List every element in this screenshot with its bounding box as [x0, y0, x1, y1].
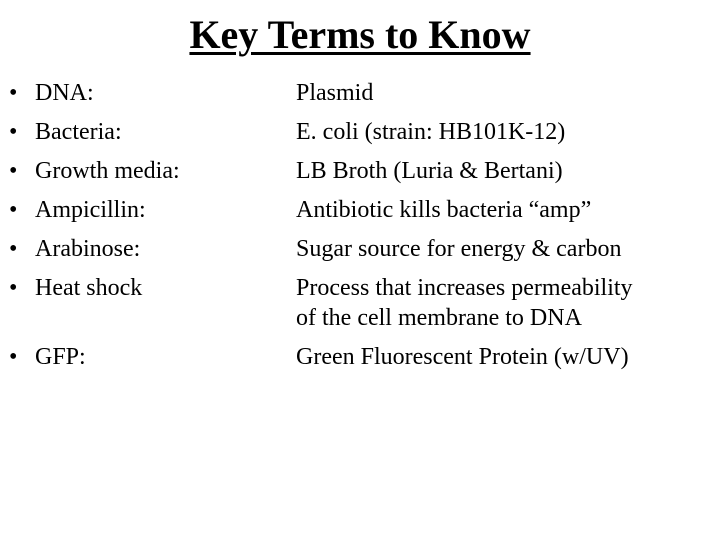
term-name: Heat shock: [35, 275, 143, 301]
bullet-icon: •: [9, 275, 18, 301]
bullet-icon: •: [9, 344, 18, 370]
bullet-icon: •: [9, 158, 18, 184]
list-item: [0, 273, 720, 333]
list-item: [0, 156, 720, 186]
term-definition: [296, 273, 716, 333]
term-name: Ampicillin:: [35, 197, 146, 223]
term-name: GFP:: [35, 344, 86, 370]
definition-line: Plasmid: [296, 80, 374, 106]
term-definition: [296, 156, 716, 186]
definition-line: Sugar source for energy & carbon: [296, 236, 622, 262]
list-item: [0, 234, 720, 264]
definition-line: LB Broth (Luria & Bertani): [296, 158, 563, 184]
definition-line: Antibiotic kills bacteria “amp”: [296, 197, 592, 223]
slide-title: Key Terms to Know: [189, 12, 531, 57]
list-item: [0, 342, 720, 372]
term-definition: [296, 234, 716, 264]
list-item: [0, 78, 720, 108]
key-terms-list: [0, 78, 720, 381]
term-name: Growth media:: [35, 158, 180, 184]
bullet-icon: •: [9, 197, 18, 223]
term-name: Bacteria:: [35, 119, 122, 145]
list-item: [0, 195, 720, 225]
bullet-icon: •: [9, 119, 18, 145]
bullet-icon: •: [9, 80, 18, 106]
bullet-icon: •: [9, 236, 18, 262]
list-item: [0, 117, 720, 147]
term-definition: [296, 195, 716, 225]
term-definition: [296, 342, 716, 372]
definition-line: Process that increases permeability: [296, 275, 633, 301]
term-name: Arabinose:: [35, 236, 141, 262]
term-definition: [296, 78, 716, 108]
term-definition: [296, 117, 716, 147]
definition-line: E. coli (strain: HB101K-12): [296, 119, 566, 145]
definition-line: Green Fluorescent Protein (w/UV): [296, 344, 629, 370]
definition-line: of the cell membrane to DNA: [296, 305, 582, 331]
term-name: DNA:: [35, 80, 94, 106]
